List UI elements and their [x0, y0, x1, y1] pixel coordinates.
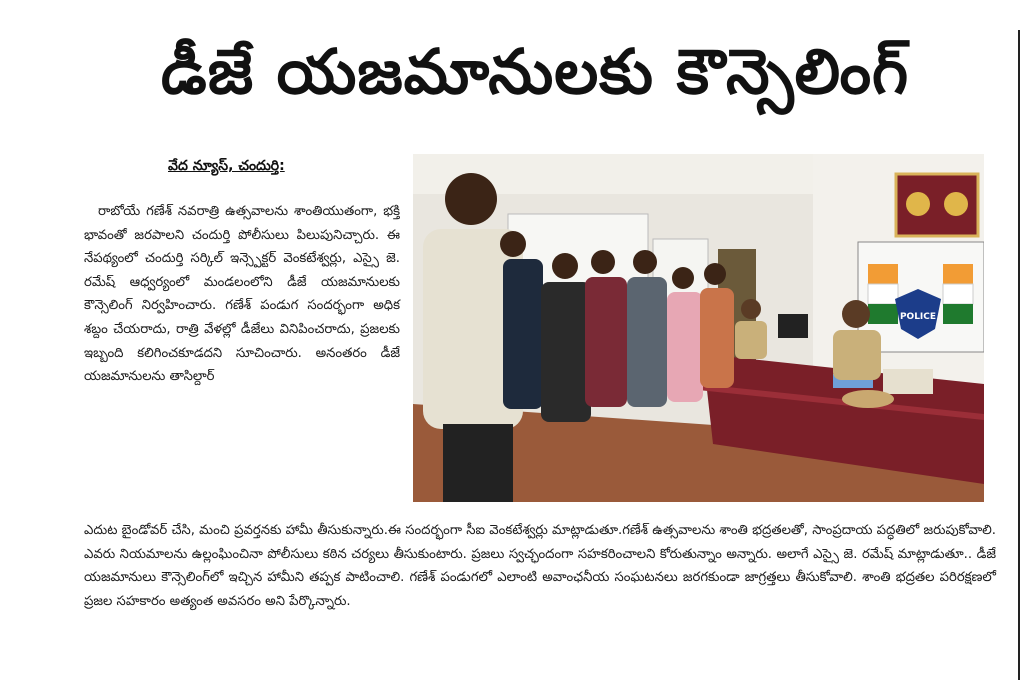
article-full-text — [84, 519, 996, 613]
photo-illustration — [413, 154, 984, 502]
column-rule — [1018, 30, 1020, 680]
police-sign-text: POLICE — [899, 312, 937, 322]
news-photo — [413, 154, 984, 502]
column-paragraph: రాబోయే గణేశ్ నవరాత్రి ఉత్సవాలను శాంతియుతంగా, భక్తి భావంతో జరపాలని చందుర్తి పోలీసులు పిలుపునిచ్చారు. ఈ నేపథ్యంలో చందుర్తి సర్కిల్ ఇన్స్పెక్టర్ వెంకటేశ్వర్లు, ఎస్సై జె. రమేష్ ఆధ్వర్యంలో మండలంలోని డీజే యజమానులకు కౌన్సెలింగ్ నిర్వహించారు. గణేశ్ పండుగ సందర్భంగా అధిక శబ్దం చేయరాదు, రాత్రి వేళల్లో డీజేలు వినిపించరాదు, ప్రజలకు ఇబ్బంది కలిగించకూడదని సూచించారు. అనంతరం డీజే యజమానులను తాసిల్దార్ — [84, 204, 400, 385]
full-paragraph: ఎదుట బైండోవర్ చేసి, మంచి ప్రవర్తనకు హామీ తీసుకున్నారు.ఈ సందర్భంగా సీఐ వెంకటేశ్వర్లు మాట్లాడుతూ.గణేశ్ ఉత్సవాలను శాంతి భద్రతలతో, సాంప్రదాయ పద్ధతిలో జరుపుకోవాలి. ఎవరు నియమాలను ఉల్లంఘించినా పోలీసులు కఠిన చర్యలు తీసుకుంటారు. ప్రజలు స్వచ్ఛందంగా సహకరించాలని కోరుతున్నాం అన్నారు. అలాగే ఎస్సై జె. రమేష్ మాట్లాడుతూ.. డీజే యజమానులు కౌన్సెలింగ్‌లో ఇచ్చిన హామీని తప్పక పాటించాలి. గణేశ్ పండుగలో ఎలాంటి అవాంఛనీయ సంఘటనలు జరగకుండా జాగ్రత్తలు తీసుకోవాలి. శాంతి భద్రతల పరిరక్షణలో ప్రజల సహకారం అత్యంత అవసరం అని పేర్కొన్నారు. — [84, 523, 996, 609]
dateline: వేద న్యూస్, చందుర్తి: — [168, 158, 285, 174]
article-column-text — [84, 200, 400, 389]
headline: డీజే యజమానులకు కౌన్సెలింగ్ — [160, 35, 910, 108]
